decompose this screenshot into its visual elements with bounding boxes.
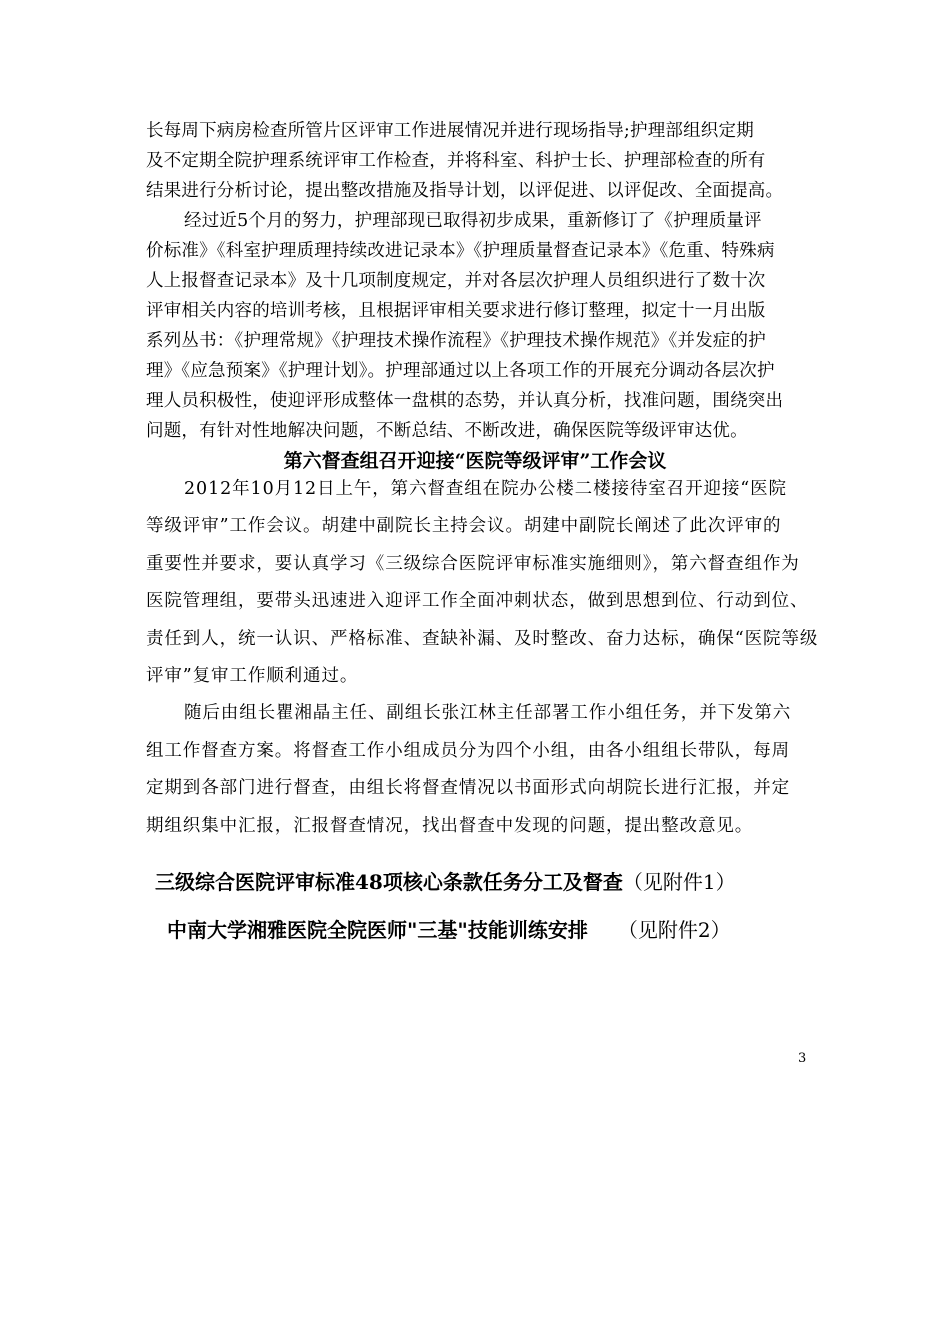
page-number: 3 <box>798 1051 807 1066</box>
paragraph-line: 2012年10月12日上午，第六督查组在院办公楼二楼接待室召开迎接“医院 <box>184 479 787 499</box>
attachment-1 <box>155 868 736 896</box>
section-title: 第六督查组召开迎接“医院等级评审”工作会议 <box>283 450 667 472</box>
attachment-title: 三级综合医院评审标准48项核心条款任务分工及督查 <box>155 870 623 894</box>
paragraph-line: 长每周下病房检查所管片区评审工作进展情况并进行现场指导;护理部组织定期 <box>146 121 754 141</box>
paragraph-line: 等级评审”工作会议。胡建中副院长主持会议。胡建中副院长阐述了此次评审的 <box>146 516 782 536</box>
paragraph-line: 理人员积极性，使迎评形成整体一盘棋的态势，并认真分析，找准问题，围绕突出 <box>146 391 784 411</box>
attachment-2 <box>167 916 731 944</box>
paragraph-line: 重要性并要求，要认真学习《三级综合医院评审标准实施细则》，第六督查组作为 <box>146 554 800 574</box>
paragraph-line: 人上报督查记录本》及十几项制度规定，并对各层次护理人员组织进行了数十次 <box>146 271 766 291</box>
paragraph-line: 期组织集中汇报，汇报督查情况，找出督查中发现的问题，提出整改意见。 <box>146 816 754 836</box>
paragraph-line: 责任到人，统一认识、严格标准、查缺补漏、及时整改、奋力达标，确保“医院等级 <box>146 629 819 649</box>
attachment-note: （见附件2） <box>617 918 731 942</box>
attachment-title: 中南大学湘雅医院全院医师"三基"技能训练安排 <box>167 918 588 942</box>
paragraph-line: 评审”复审工作顺利通过。 <box>146 666 359 686</box>
paragraph-line: 随后由组长瞿湘晶主任、副组长张江林主任部署工作小组任务，并下发第六 <box>184 703 792 723</box>
paragraph-line: 系列丛书：《护理常规》《护理技术操作流程》《护理技术操作规范》《并发症的护 <box>146 331 766 351</box>
paragraph-line: 经过近5个月的努力，护理部现已取得初步成果，重新修订了《护理质量评 <box>184 211 762 231</box>
paragraph-line: 定期到各部门进行督查，由组长将督查情况以书面形式向胡院长进行汇报，并定 <box>146 778 790 798</box>
paragraph-line: 理》《应急预案》《护理计划》。护理部通过以上各项工作的开展充分调动各层次护 <box>146 361 775 381</box>
paragraph-line: 结果进行分析讨论，提出整改措施及指导计划，以评促进、以评促改、全面提高。 <box>146 181 784 201</box>
attachment-note: （见附件1） <box>622 870 736 894</box>
paragraph-line: 医院管理组，要带头迅速进入迎评工作全面冲刺状态，做到思想到位、行动到位、 <box>146 591 809 611</box>
paragraph-line: 价标准》《科室护理质理持续改进记录本》《护理质量督查记录本》《危重、特殊病 <box>146 241 775 261</box>
paragraph-line: 问题，有针对性地解决问题，不断总结、不断改进，确保医院等级评审达优。 <box>146 421 748 441</box>
paragraph-line: 组工作督查方案。将督查工作小组成员分为四个小组，由各小组组长带队，每周 <box>146 741 790 761</box>
paragraph-line: 及不定期全院护理系统评审工作检查，并将科室、科护士长、护理部检查的所有 <box>146 151 766 171</box>
paragraph-line: 评审相关内容的培训考核，且根据评审相关要求进行修订整理，拟定十一月出版 <box>146 301 766 321</box>
